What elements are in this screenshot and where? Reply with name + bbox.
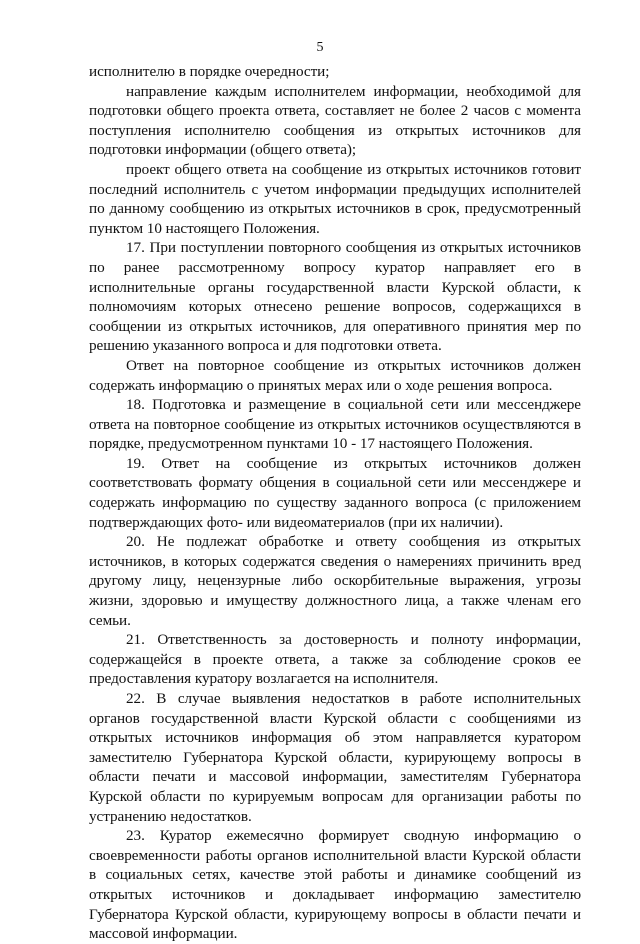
paragraph-21: 21. Ответственность за достоверность и полноту информации, содержащейся в проекте ответа, а также за соблюдение сроков ее предоставления куратору возлагается на исполнителя.	[89, 631, 581, 688]
paragraph-continuation: исполнителю в порядке очередности;	[89, 63, 330, 80]
paragraph-17: 17. При поступлении повторного сообщения из открытых источников по ранее рассмотренному вопросу куратор направляет его в исполнительные органы государственной власти Курской области, к полномочиям которых отнесено решение вопросов, содержащихся в сообщении из открытых источников, для оперативного принятия мер по решению указанного вопроса и для подготовки ответа.	[89, 239, 581, 355]
paragraph-general-answer: проект общего ответа на сообщение из открытых источников готовит последний исполнитель с учетом информации предыдущих исполнителей по данному сообщению из открытых источников в срок, предусмотренный пунктом 10 настоящего Положения.	[89, 160, 581, 237]
paragraph-repeat-answer: Ответ на повторное сообщение из открытых источников должен содержать информацию о принятых мерах или о ходе решения вопроса.	[89, 356, 581, 394]
paragraph-23: 23. Куратор ежемесячно формирует сводную информацию о своевременности работы органов исполнительной власти Курской области в социальных сетях, качестве этой работы и динамике сообщений из открытых источников и докладывает информацию заместителю Губернатора Курской области, курирующему вопросы в области печати и массовой информации.	[89, 827, 581, 943]
paragraph-22: 22. В случае выявления недостатков в работе исполнительных органов государственной власти Курской области с сообщениями из открытых источников информация об этом направляется куратором заместителю Губернатора Курской области, курирующему вопросы в области печати и массовой информации, заместителям Губернатора Курской области по курируемым вопросам для организации работы по устранению недостатков.	[89, 690, 581, 825]
paragraph-20: 20. Не подлежат обработке и ответу сообщения из открытых источников, в которых содержатся сведения о намерениях причинить вред другому лицу, нецензурные либо оскорбительные выражения, угрозы жизни, здоровью и имуществу должностного лица, а также членам его семьи.	[89, 533, 581, 629]
paragraph-info-direction: направление каждым исполнителем информации, необходимой для подготовки общего проекта ответа, составляет не более 2 часов с момента поступления исполнителю сообщения из открытых источников для подготовки информации (общего ответа);	[89, 82, 581, 159]
document-body	[89, 62, 581, 944]
paragraph-19: 19. Ответ на сообщение из открытых источников должен соответствовать формату общения в социальной сети или мессенджере и содержать информацию по существу заданного вопроса (с приложением подтверждающих фото- или видеоматериалов (при их наличии).	[89, 454, 581, 531]
page-number: 5	[316, 40, 324, 55]
paragraph-18: 18. Подготовка и размещение в социальной сети или мессенджере ответа на повторное сообщение из открытых источников осуществляются в порядке, предусмотренном пунктами 10 - 17 настоящего Положения.	[89, 396, 581, 453]
